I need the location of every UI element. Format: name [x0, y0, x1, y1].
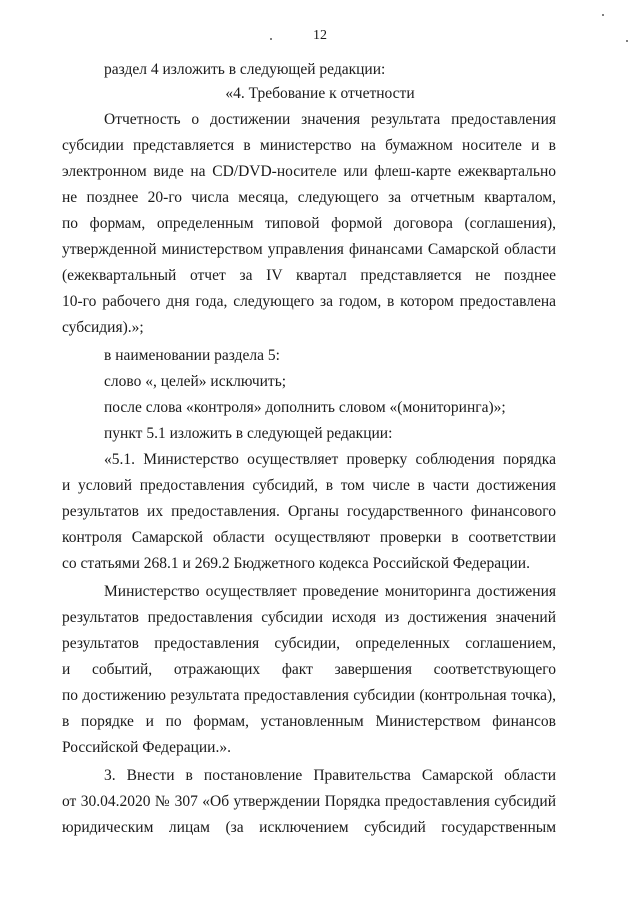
paragraph-line: результатов предоставления субсидии, определенных соглашением,: [62, 635, 556, 652]
paragraph-line: электронном виде на CD/DVD-носителе или флеш-карте ежеквартально: [62, 163, 556, 180]
paragraph-line: утвержденной министерством управления финансами Самарской области: [62, 241, 556, 258]
paragraph-line: субсидия).»;: [62, 319, 144, 336]
paragraph-line: по достижению результата предоставления субсидии (контрольная точка),: [62, 687, 556, 704]
paragraph-line: Российской Федерации.».: [62, 739, 231, 756]
scan-speck: [626, 40, 628, 42]
paragraph-line: слово «, целей» исключить;: [104, 373, 287, 390]
paragraph-line: в порядке и по формам, установленным Министерством финансов: [62, 713, 556, 730]
paragraph-line: в наименовании раздела 5:: [104, 347, 280, 364]
section-heading: «4. Требование к отчетности: [225, 85, 415, 102]
paragraph-line: 10-го рабочего дня года, следующего за годом, в котором предоставлена: [62, 293, 556, 310]
paragraph-line: от 30.04.2020 № 307 «Об утверждении Порядка предоставления субсидий: [62, 793, 556, 810]
paragraph-line: Министерство осуществляет проведение мониторинга достижения: [104, 583, 556, 600]
paragraph-line: (ежеквартальный отчет за IV квартал представляется не позднее: [62, 267, 556, 284]
paragraph-line: юридическим лицам (за исключением субсидий государственным: [62, 819, 556, 836]
paragraph-line: со статьями 268.1 и 269.2 Бюджетного кодекса Российской Федерации.: [62, 555, 530, 572]
paragraph-line: результатов их предоставления. Органы государственного финансового: [62, 503, 556, 520]
paragraph-line: раздел 4 изложить в следующей редакции:: [104, 61, 386, 78]
paragraph-line: после слова «контроля» дополнить словом «(мониторинга)»;: [104, 399, 506, 416]
paragraph-line: «5.1. Министерство осуществляет проверку соблюдения порядка: [104, 451, 556, 468]
paragraph-line: по формам, определенным типовой формой договора (соглашения),: [62, 215, 556, 232]
paragraph-line: результатов предоставления субсидии исходя из достижения значений: [62, 609, 556, 626]
paragraph-line: и условий предоставления субсидий, в том числе в части достижения: [62, 477, 556, 494]
paragraph-line: Отчетность о достижении значения результата предоставления: [104, 111, 556, 128]
paragraph-line: не позднее 20-го числа месяца, следующего за отчетным кварталом,: [62, 189, 556, 206]
paragraph-line: и событий, отражающих факт завершения соответствующего: [62, 661, 556, 678]
paragraph-line: субсидии представляется в министерство на бумажном носителе и в: [62, 137, 556, 154]
paragraph-line: 3. Внести в постановление Правительства Самарской области: [104, 767, 556, 784]
paragraph-line: пункт 5.1 изложить в следующей редакции:: [104, 425, 393, 442]
page-number: 12: [313, 28, 327, 43]
paragraph-line: контроля Самарской области осуществляют проверки в соответствии: [62, 529, 556, 546]
scan-speck: [270, 38, 272, 40]
scan-speck: [602, 14, 604, 16]
